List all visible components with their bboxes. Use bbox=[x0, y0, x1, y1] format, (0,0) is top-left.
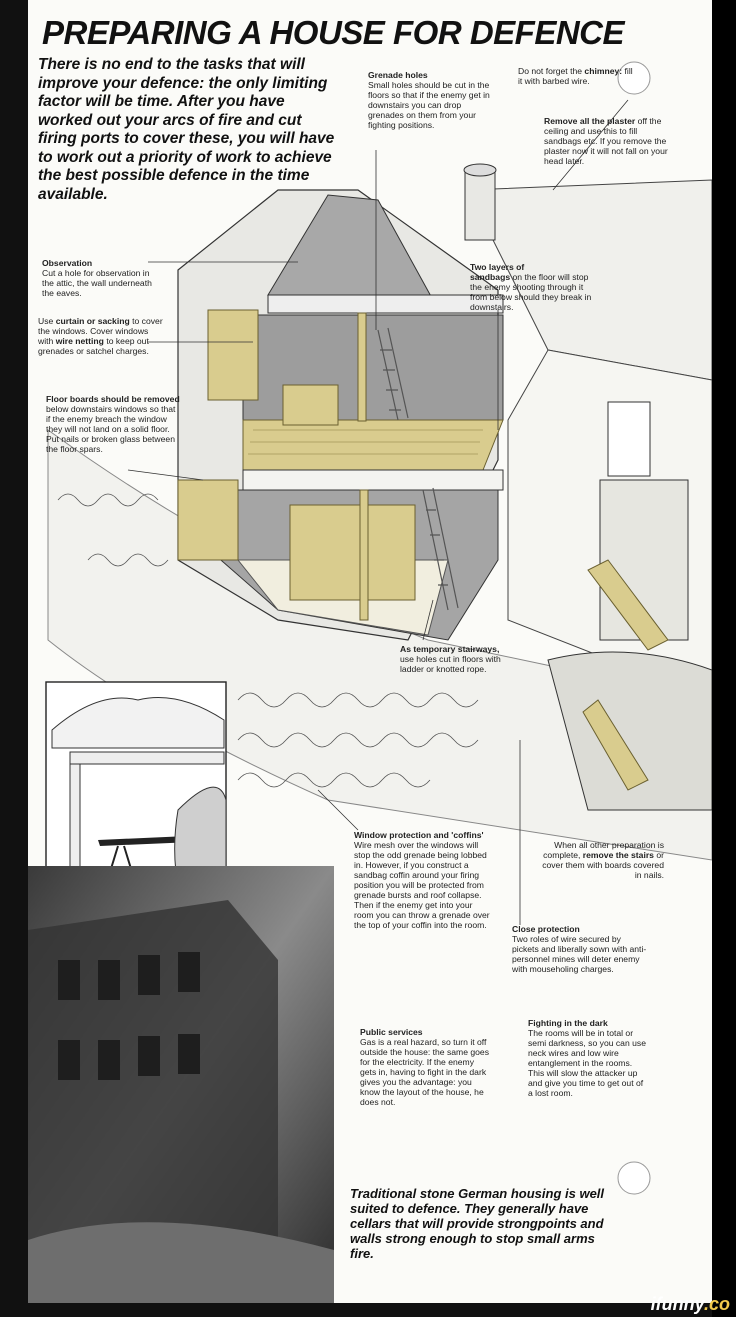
sandbag-coffin bbox=[290, 505, 415, 600]
caption-plaster: Remove all the plaster off the ceiling and use this to fill sandbags etc. If you remove the plaster now it will not fall on your head later. bbox=[544, 116, 668, 166]
right-border bbox=[712, 0, 736, 1317]
caption-observation: Observation Cut a hole for observation in the attic, the wall underneath the eaves. bbox=[42, 258, 152, 298]
caption-stairs: When all other preparation is complete, remove the stairs or cover them with boards covered in nails. bbox=[542, 840, 664, 880]
attic-floor bbox=[268, 295, 503, 313]
caption-sandbags: Two layers of sandbags on the floor will stop the enemy shooting through it from below should they break in downstairs. bbox=[470, 262, 592, 312]
sandbag-floor bbox=[243, 420, 503, 470]
prop-post-lower bbox=[360, 490, 368, 620]
caption-floor-boards: Floor boards should be removed below downstairs windows so that if the enemy breach the window they will not land on a solid floor. Put nails or broken glass between the floor spars. bbox=[46, 394, 180, 454]
caption-coffins: Window protection and 'coffins' Wire mesh over the windows will stop the odd grenade being lobbed in. However, if you construct a sandbag coffin around your firing position you will be protected from grenade bursts and roof collapse. Then if the enemy get into your room you can throw a grenade over the top of your coffin into the room. bbox=[354, 830, 490, 930]
closing-text: Traditional stone German housing is well suited to defence. They generally have cellars that will provide strongpoints and walls strong enough to stop small arms fire. bbox=[350, 1186, 605, 1261]
intro-text: There is no end to the tasks that will improve your defence: the only limiting factor will be time. After you have worked out your arcs of fire and cut firing ports to cover these, you will have to work out a priority of work to achieve the best possible defence in the time available. bbox=[38, 56, 335, 203]
caption-stairways: As temporary stairways, use holes cut in floors with ladder or knotted rope. bbox=[400, 644, 501, 674]
first-floor-slab bbox=[243, 470, 503, 490]
caption-public-services: Public services Gas is a real hazard, so turn it off outside the house: the same goes for the electricity. If the enemy gets in, having to fight in the dark gives you the advantage: you know the layout of the house, he does not. bbox=[360, 1027, 489, 1107]
watermark-brand: ifunny.co bbox=[650, 1294, 730, 1314]
caption-chimney: Do not forget the chimney: fill it with barbed wire. bbox=[518, 66, 633, 86]
window-sacking-lower bbox=[178, 480, 238, 560]
chimney bbox=[465, 170, 495, 240]
ammo-box bbox=[283, 385, 338, 425]
document-page bbox=[28, 0, 712, 1303]
caption-grenade-holes: Grenade holes Small holes should be cut in the floors so that if the enemy get in downstairs you can drop grenades on them from your fighting positions. bbox=[368, 70, 490, 130]
caption-close-protection: Close protection Two roles of wire secured by pickets and liberally sown with anti-personnel mines will deter enemy with mouseholing charges. bbox=[512, 924, 647, 974]
caption-curtain: Use curtain or sacking to cover the windows. Cover windows with wire netting to keep out grenades or satchel charges. bbox=[38, 316, 163, 356]
page-title: PREPARING A HOUSE FOR DEFENCE bbox=[42, 14, 624, 51]
prop-post-upper bbox=[358, 313, 366, 421]
caption-fighting-dark: Fighting in the dark The rooms will be in total or semi darkness, so you can use neck wires and low wire entanglement in the rooms. This will slow the attacker up and give you time to get out of a lost room. bbox=[528, 1018, 646, 1098]
window-sacking-upper bbox=[208, 310, 258, 400]
side-window bbox=[608, 402, 650, 476]
